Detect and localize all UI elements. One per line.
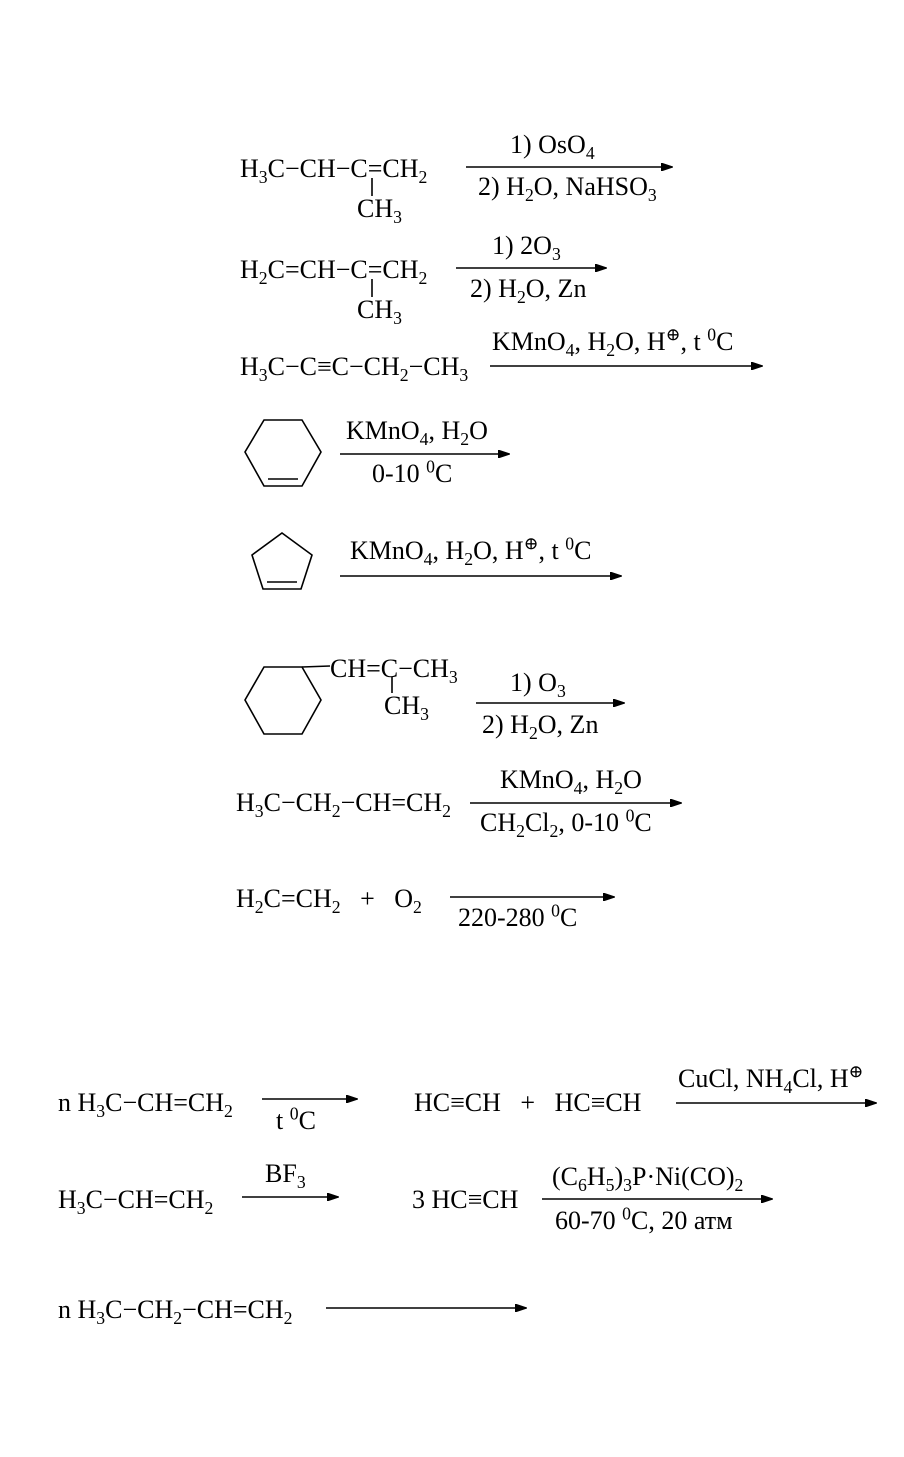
reactant-formula: n $H_3C-CH=CH_2$ bbox=[58, 1088, 233, 1122]
cyclohexene-ring bbox=[245, 420, 321, 486]
reactant-formula: n $H_3C-CH_2-CH=CH_2$ bbox=[58, 1295, 293, 1329]
reagent-above: $BF_3$ bbox=[265, 1159, 306, 1193]
substituent-formula: $CH_3$ bbox=[357, 295, 402, 329]
reagent-above: KMnO$_4$, $H_2O$ bbox=[500, 765, 642, 799]
reagent-above: KMnO$_4$, $H_2O$ bbox=[346, 416, 488, 450]
reactant-formula: $H_2C=CH_2 + O_2$ bbox=[236, 884, 422, 918]
reagent-below: 2) $H_2O$, Zn bbox=[482, 710, 599, 744]
substituent-formula: $CH_3$ bbox=[384, 691, 429, 725]
reactant-formula: $H_3C-CH-C=CH_2$ bbox=[240, 154, 428, 188]
reagent-below: 0-10 $^0$C bbox=[372, 456, 453, 488]
reactant-formula: HC≡CH + HC≡CH bbox=[414, 1088, 642, 1117]
cyclohexane-ring bbox=[245, 667, 321, 734]
reactant-formula: $H_3C-CH_2-CH=CH_2$ bbox=[236, 788, 451, 822]
reagent-below: 2) $H_2O$, NaHSO$_3$ bbox=[478, 172, 657, 206]
reagent-above: KMnO$_4$, $H_2O$, H⊕, t $^0$C bbox=[350, 533, 592, 570]
reagent-above: KMnO$_4$, $H_2O$, H⊕, t $^0$C bbox=[492, 324, 734, 361]
reagent-below: t $^0$C bbox=[276, 1103, 316, 1135]
reagent-above: 1) $2O_3$ bbox=[492, 231, 561, 265]
substituent-formula: $CH=C-CH_3$ bbox=[330, 654, 458, 688]
reagent-above: 1) $O_3$ bbox=[510, 668, 566, 702]
reagent-below: 2) $H_2O$, Zn bbox=[470, 274, 587, 308]
reagent-below: $CH_2Cl_2$, 0-10 $^0$C bbox=[480, 805, 652, 842]
cyclopentene-ring bbox=[252, 533, 312, 589]
reactant-formula: $H_2C=CH-C=CH_2$ bbox=[240, 255, 428, 289]
reagent-above: 1) OsO$_4$ bbox=[510, 130, 595, 164]
reagent-above: $(C_6H_5)_3P\cdot Ni(CO)_2$ bbox=[552, 1162, 744, 1196]
reagent-below: 220-280 $^0$C bbox=[458, 900, 578, 932]
substituent-formula: $CH_3$ bbox=[357, 194, 402, 228]
reactant-formula: $H_3C-C\equiv C-CH_2-CH_3$ bbox=[240, 352, 469, 386]
reactant-formula: 3 HC≡CH bbox=[412, 1185, 519, 1214]
substituent-bond bbox=[302, 666, 330, 667]
reagent-below: 60-70 $^0$C, 20 атм bbox=[555, 1203, 733, 1235]
reactant-formula: $H_3C-CH=CH_2$ bbox=[58, 1185, 214, 1219]
reagent-above: CuCl, $NH_4Cl$, H⊕ bbox=[678, 1061, 864, 1098]
